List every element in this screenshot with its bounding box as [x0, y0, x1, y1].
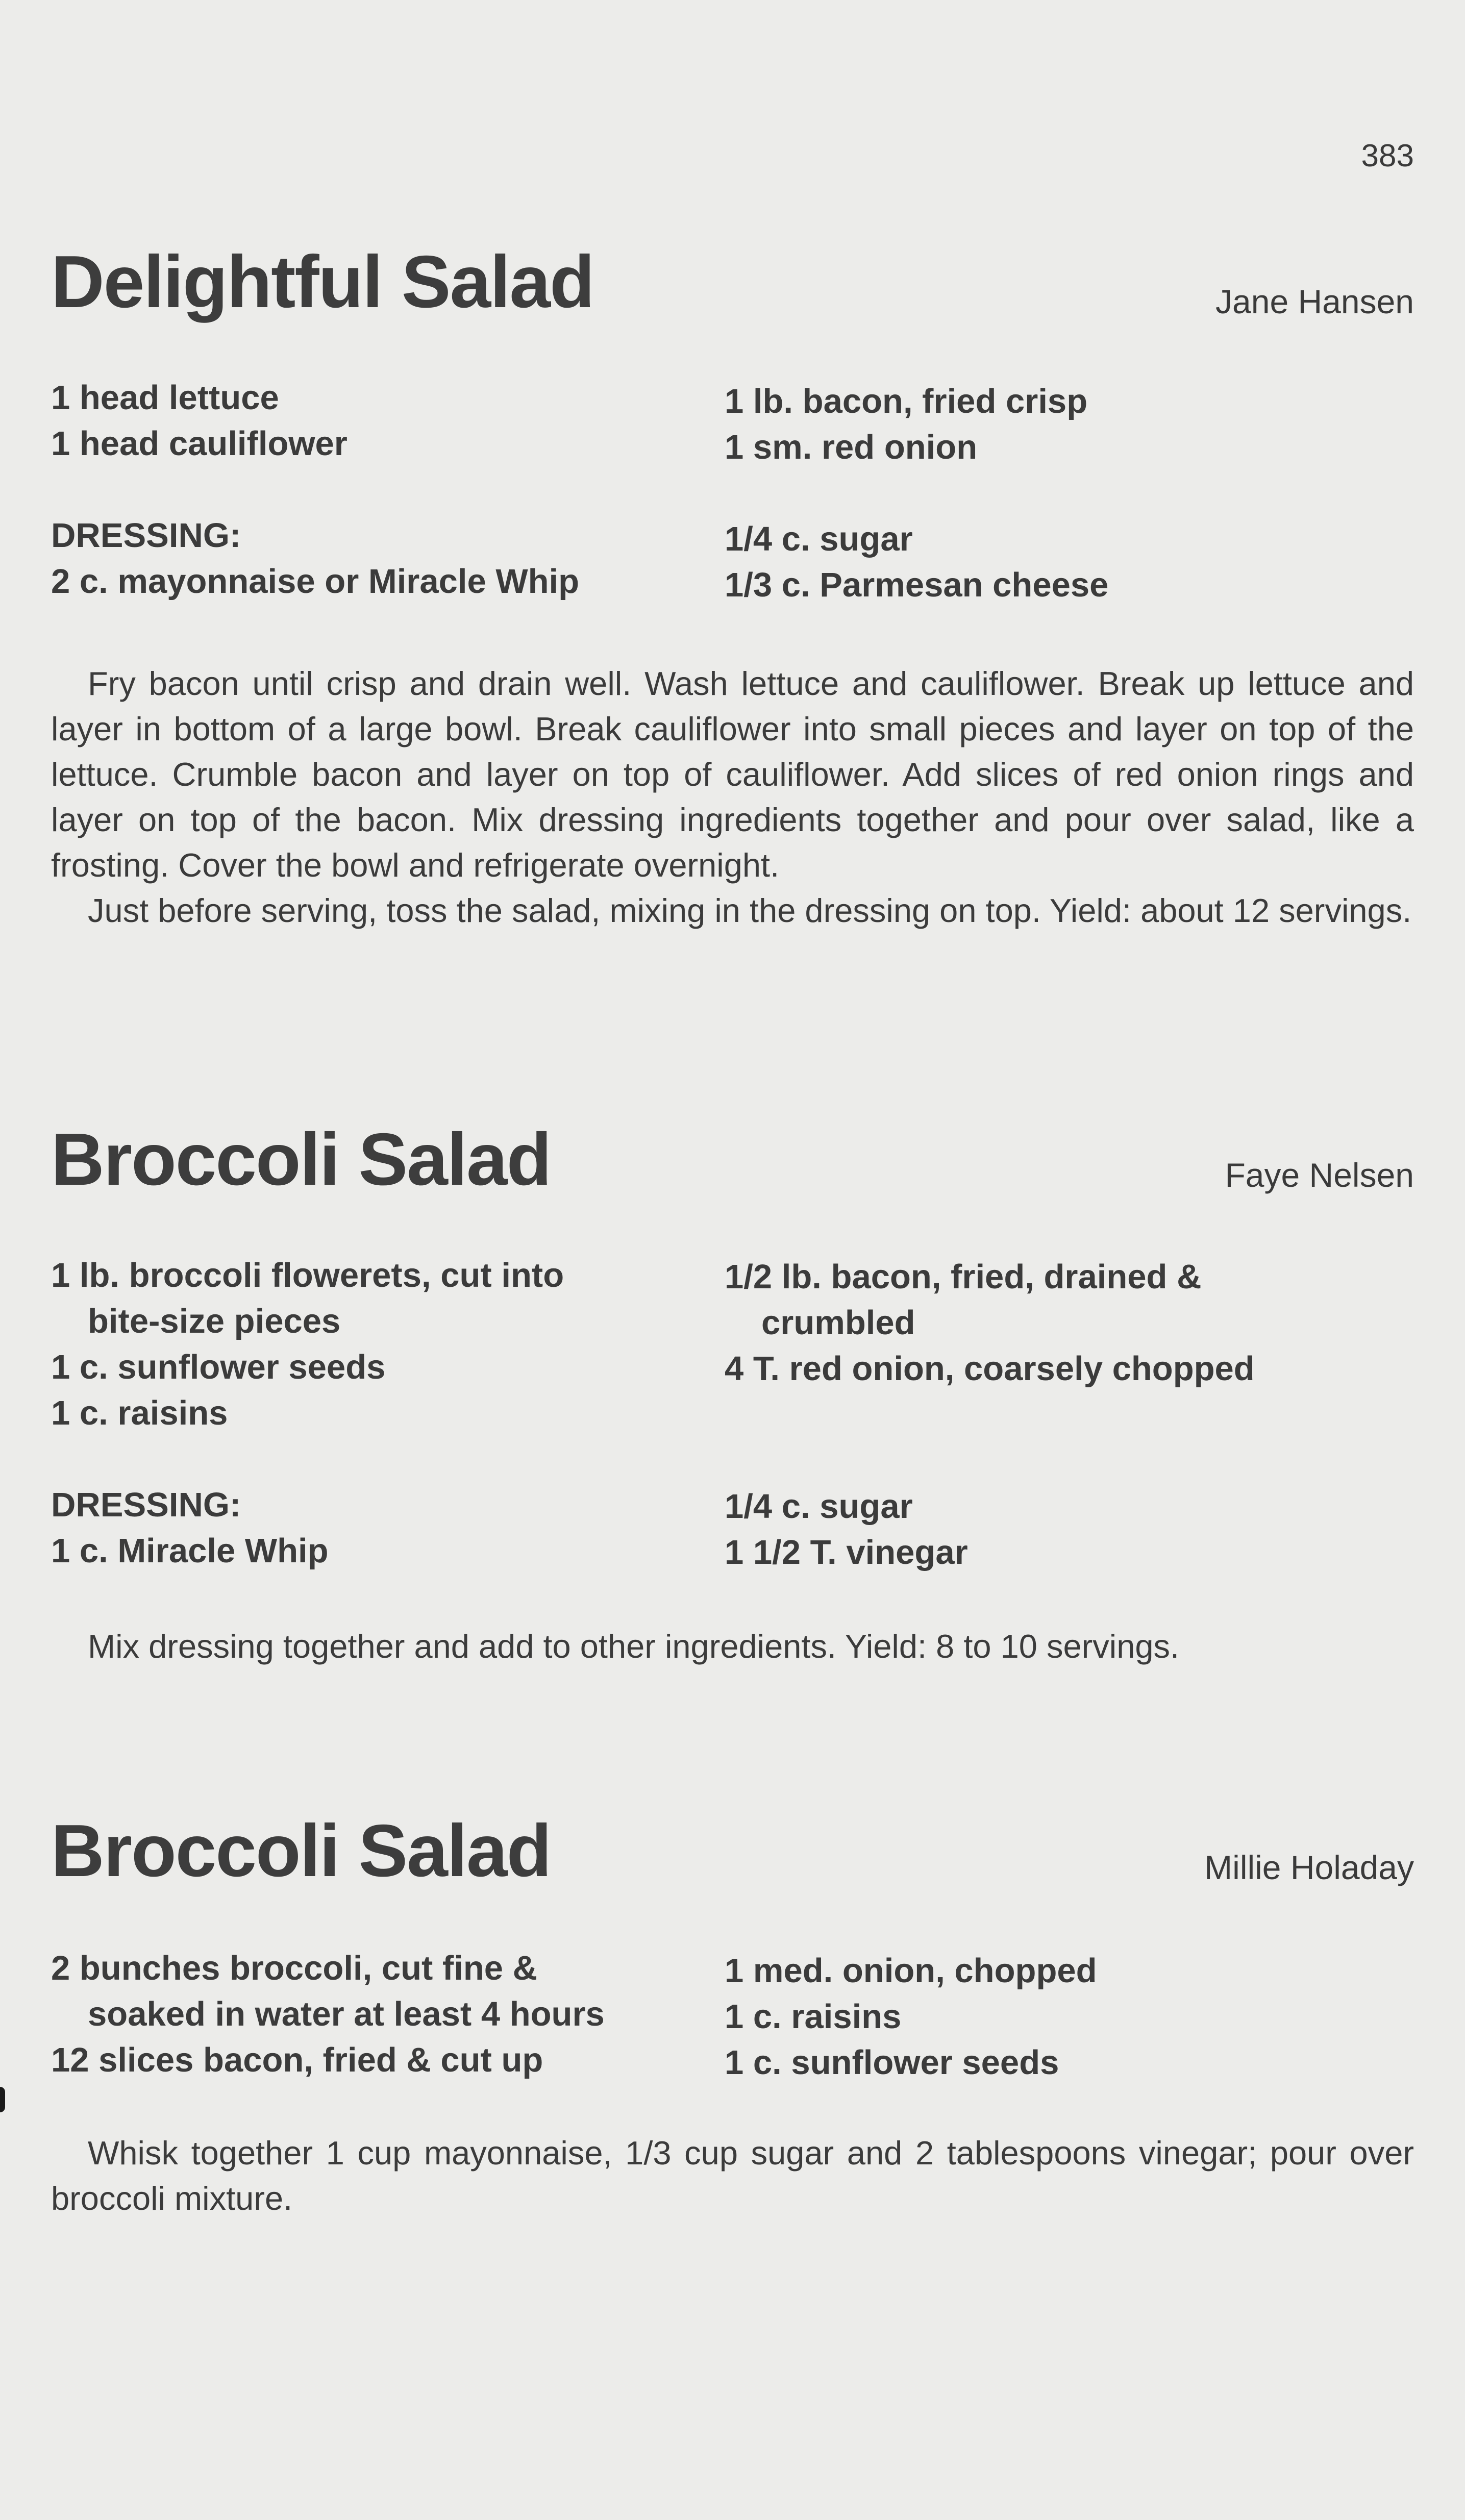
recipe-delightful-salad: [51, 240, 1414, 985]
ingredients-left: [51, 375, 714, 605]
method-paragraph: Fry bacon until crisp and drain well. Wash lettuce and cauliflower. Break up lettuce and layer in bottom of a large bowl. Break cauliflower into small pieces and layer on top of the lettuce. Crumble bacon and layer on top of cauliflower. Add slices of red onion rings and layer on top of the bacon. Mix dressing ingredients together and pour over salad, like a frosting. Cover the bowl and refrigerate overnight.: [51, 665, 1414, 884]
ingredient: 1/3 c. Parmesan cheese: [725, 566, 1109, 604]
recipe-title: Broccoli Salad: [51, 1118, 551, 1201]
ingredient: 1 c. raisins: [51, 1394, 228, 1432]
ingredient: 1 lb. broccoli flowerets, cut into: [51, 1256, 564, 1294]
recipe-title: Broccoli Salad: [51, 1809, 551, 1892]
page-edge-mark: [0, 2087, 5, 2112]
ingredient: 1 c. raisins: [725, 1998, 902, 2036]
dressing-label: DRESSING:: [51, 1486, 241, 1524]
ingredient: 1 1/2 T. vinegar: [725, 1533, 968, 1571]
ingredient: 1 c. Miracle Whip: [51, 1532, 329, 1570]
ingredients-right: [725, 1254, 1413, 1576]
method-paragraph: Mix dressing together and add to other ingredients. Yield: 8 to 10 servings.: [88, 1628, 1180, 1665]
method-paragraph: Just before serving, toss the salad, mixing in the dressing on top. Yield: about 12 servings.: [88, 892, 1412, 929]
recipe-author: Millie Holaday: [1204, 1849, 1414, 1886]
ingredients-left: [51, 1253, 714, 1574]
ingredient: 4 T. red onion, coarsely chopped: [725, 1350, 1255, 1388]
ingredient: 1/2 lb. bacon, fried, drained &: [725, 1258, 1202, 1296]
ingredient: 1 sm. red onion: [725, 428, 978, 466]
ingredient: 1 c. sunflower seeds: [725, 2043, 1059, 2082]
ingredient: 1 med. onion, chopped: [725, 1952, 1097, 1990]
recipe-broccoli-salad-2: [51, 1809, 1414, 2222]
ingredient: 2 c. mayonnaise or Miracle Whip: [51, 562, 580, 601]
method-paragraph: Whisk together 1 cup mayonnaise, 1/3 cup sugar and 2 tablespoons vinegar; pour over broccoli mixture.: [51, 2134, 1414, 2217]
ingredient: 12 slices bacon, fried & cut up: [51, 2041, 543, 2079]
recipe-broccoli-salad-1: [51, 1118, 1414, 1684]
recipe-author: Jane Hansen: [1215, 283, 1414, 320]
recipe-method: [51, 1624, 1414, 1669]
ingredient: 1 c. sunflower seeds: [51, 1348, 386, 1386]
ingredient: 1/4 c. sugar: [725, 1487, 913, 1526]
ingredients-left: [51, 1945, 714, 2083]
ingredient: 1 head cauliflower: [51, 425, 347, 463]
ingredient: 2 bunches broccoli, cut fine &: [51, 1949, 538, 1987]
ingredient: 1/4 c. sugar: [725, 520, 913, 558]
recipe-method: [51, 661, 1414, 933]
page-number: 383: [1361, 138, 1414, 173]
ingredient-continuation: bite-size pieces: [88, 1302, 341, 1340]
ingredient-continuation: soaked in water at least 4 hours: [88, 1995, 605, 2033]
ingredient-continuation: crumbled: [761, 1304, 915, 1342]
ingredients-right: [725, 1948, 1413, 2086]
ingredients-right: [725, 379, 1413, 608]
ingredient: 1 lb. bacon, fried crisp: [725, 382, 1088, 420]
recipe-author: Faye Nelsen: [1225, 1156, 1414, 1194]
dressing-label: DRESSING:: [51, 516, 241, 555]
recipe-method: [51, 2130, 1414, 2221]
ingredient: 1 head lettuce: [51, 379, 279, 417]
recipe-title: Delightful Salad: [51, 240, 594, 323]
